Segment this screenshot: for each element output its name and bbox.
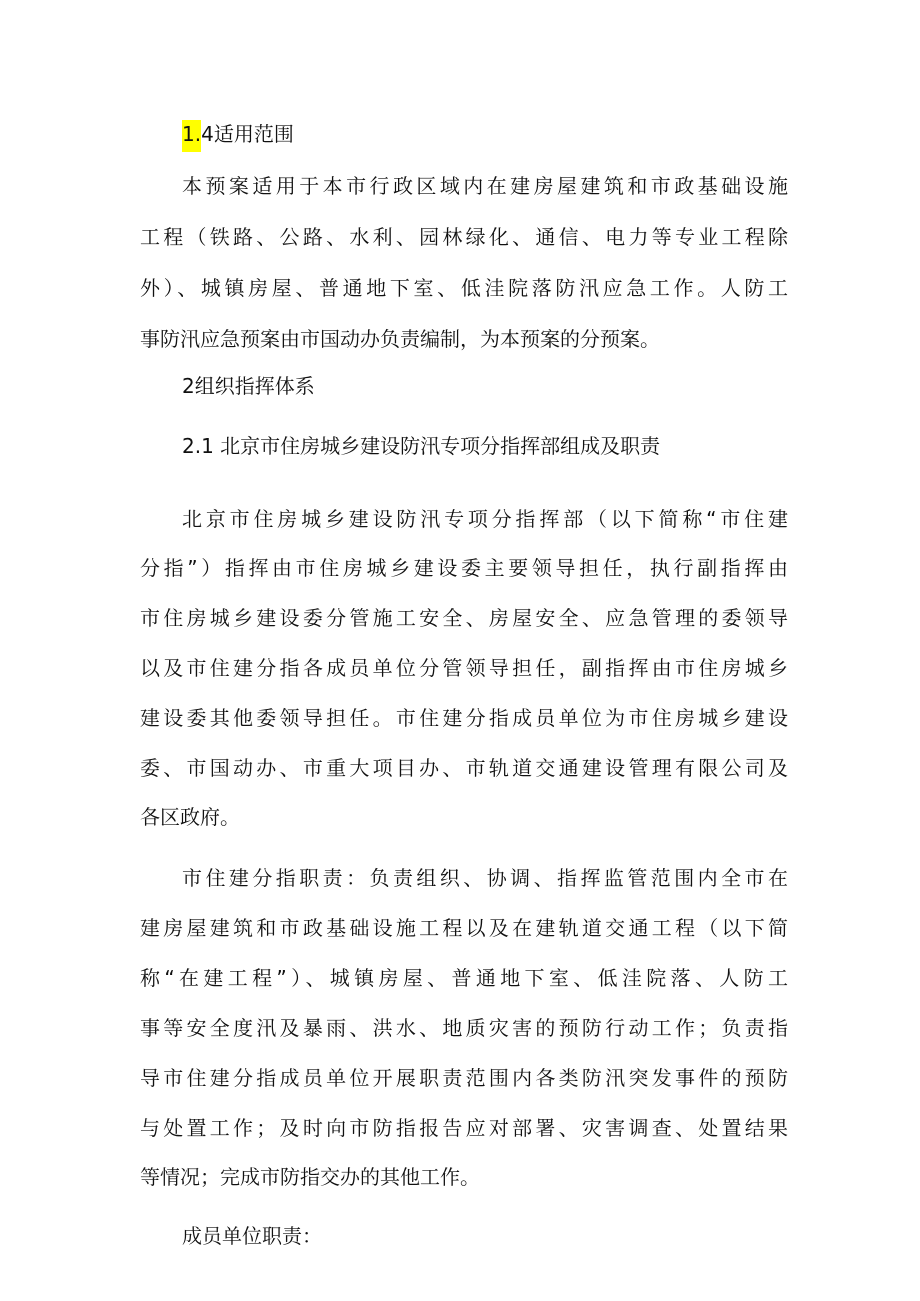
member-duties-heading: 成员单位职责： xyxy=(182,1224,322,1248)
section-title: 适用范围 xyxy=(213,122,294,146)
paragraph-line: 各区政府。 xyxy=(140,805,240,829)
paragraph-line: 与处置工作；及时向市防指报告应对部署、灾害调查、处置结果 xyxy=(140,1116,788,1140)
paragraph-line: 事等安全度汛及暴雨、洪水、地质灾害的预防行动工作；负责指 xyxy=(140,1016,788,1040)
paragraph-line: 等情况；完成市防指交办的其他工作。 xyxy=(140,1165,480,1189)
highlighted-section-number: 1. xyxy=(182,120,201,152)
section-number-rest: 4 xyxy=(201,122,214,146)
section-2-1-heading: 2.1 北京市住房城乡建设防汛专项分指挥部组成及职责 xyxy=(182,434,661,458)
paragraph-line: 外）、城镇房屋、普通地下室、低洼院落防汛应急工作。人防工 xyxy=(140,276,788,300)
section-1-4-heading xyxy=(182,120,294,148)
paragraph-line: 北京市住房城乡建设防汛专项分指挥部（以下简称“市住建 xyxy=(182,507,788,531)
paragraph-line: 以及市住建分指各成员单位分管领导担任，副指挥由市住房城乡 xyxy=(140,656,788,680)
paragraph-line: 事防汛应急预案由市国动办负责编制，为本预案的分预案。 xyxy=(140,327,660,351)
paragraph-line: 本预案适用于本市行政区域内在建房屋建筑和市政基础设施 xyxy=(182,174,788,198)
paragraph-line: 导市住建分指成员单位开展职责范围内各类防汛突发事件的预防 xyxy=(140,1066,788,1090)
paragraph-line: 分指”）指挥由市住房城乡建设委主要领导担任，执行副指挥由 xyxy=(140,556,788,580)
section-2-heading: 2组织指挥体系 xyxy=(182,374,315,398)
paragraph-line: 市住建分指职责：负责组织、协调、指挥监管范围内全市在 xyxy=(182,866,788,890)
paragraph-line: 称“在建工程”）、城镇房屋、普通地下室、低洼院落、人防工 xyxy=(140,966,788,990)
paragraph-line: 市住房城乡建设委分管施工安全、房屋安全、应急管理的委领导 xyxy=(140,606,788,630)
paragraph-line: 建房屋建筑和市政基础设施工程以及在建轨道交通工程（以下简 xyxy=(140,916,788,940)
paragraph-line: 建设委其他委领导担任。市住建分指成员单位为市住房城乡建设 xyxy=(140,706,788,730)
paragraph-line: 工程（铁路、公路、水利、园林绿化、通信、电力等专业工程除 xyxy=(140,225,788,249)
paragraph-line: 委、市国动办、市重大项目办、市轨道交通建设管理有限公司及 xyxy=(140,756,788,780)
